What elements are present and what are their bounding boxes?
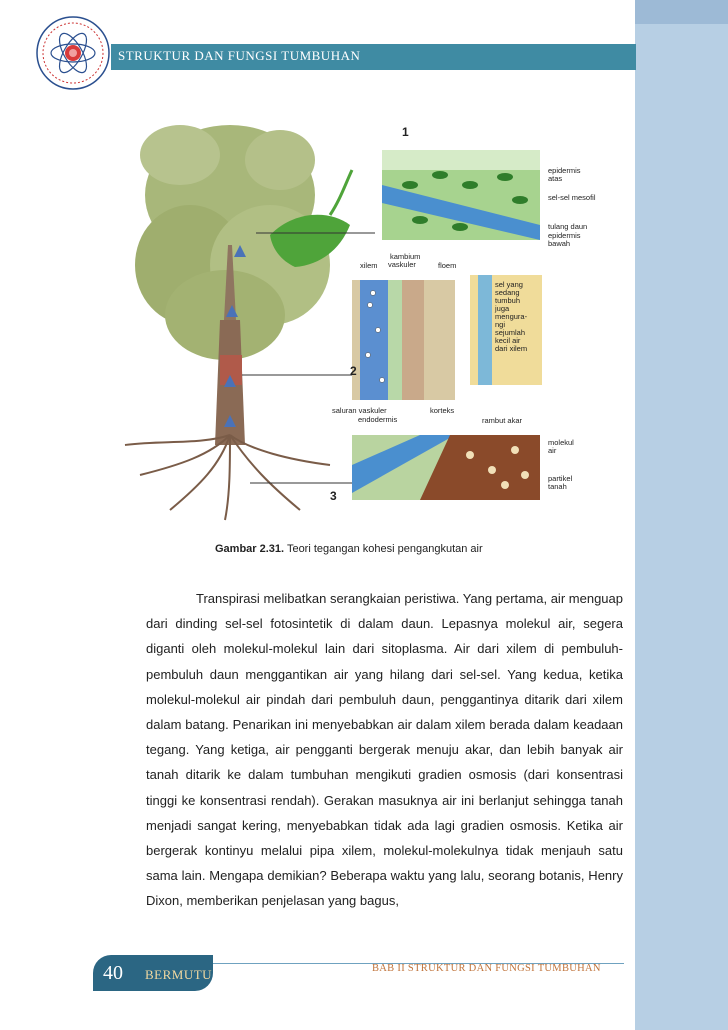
label-sel-5: mengura- (495, 312, 528, 321)
tree-roots (125, 435, 330, 520)
label-kambium-1: kambium (390, 252, 421, 261)
label-molekul-1: molekul (548, 438, 574, 447)
label-sel-3: tumbuh (495, 296, 521, 305)
book-label: BERMUTU (145, 967, 213, 982)
xylem-transport-figure (120, 115, 600, 525)
side-strip-top (635, 0, 728, 24)
panel-leaf-section (382, 125, 540, 240)
label-epidermis-atas-2: atas (548, 174, 563, 183)
label-epidermis-bawah-2: bawah (548, 239, 571, 248)
header-title: STRUKTUR DAN FUNGSI TUMBUHAN (118, 48, 361, 63)
panel-root-section (330, 435, 540, 503)
label-sel-1: sel yang (495, 280, 523, 289)
body-paragraph: Transpirasi melibatkan serangkaian peristiwa. Yang pertama, air menguap dari dinding sel-sel fotosintetik di dalam daun. Lepasnya molekul air, segera diganti oleh molekul-molekul lain dari sitoplasma. Air dari xilem di pembuluh-pembuluh daun menggantikan air yang hilang dari sel-sel. Yang kedua, ketika molekul-molekul air pindah dari pembuluh daun, penggantinya ditarik dari xilem dalam batang. Penarikan ini menyebabkan air dalam xilem berada dalam keadaan tegang. Yang ketiga, air pengganti bergerak menuju akar, dan lebih banyak air tanah ditarik ke dalam tumbuhan mengikuti gradien osmosis (dari konsentrasi tinggi ke konsentrasi rendah). Gerakan masuknya air ini berlanjut sehingga tanah menjadi sangat kering, menyebabkan tidak ada lagi gradien osmosis. Ketika air bergerak kontinyu melalui pipa xilem, molekul-molekulnya tidak menjauh satu sama lain. Mengapa demikian? Beberapa waktu yang lalu, seorang botanis, Henry Dixon, memberikan penjelasan yang bagus, (146, 591, 623, 909)
label-sel-8: kecil air (495, 336, 521, 345)
side-strip (635, 0, 728, 1030)
label-sel-7: sejumlah (495, 328, 526, 337)
label-rambut-akar: rambut akar (482, 416, 523, 425)
label-korteks: korteks (430, 406, 455, 415)
panel-number-1: 1 (402, 125, 409, 139)
label-xilem: xilem (360, 261, 378, 270)
label-sel-9: dari xilem (495, 344, 528, 353)
caption-text: Teori tegangan kohesi pengangkutan air (284, 543, 483, 555)
label-endodermis: endodermis (358, 415, 398, 424)
label-sel-6: ngi (495, 320, 506, 329)
label-partikel-1: partikel (548, 474, 573, 483)
page-number: 40 (103, 962, 123, 984)
body-text (146, 586, 623, 914)
label-floem: floem (438, 261, 457, 270)
panel-number-2: 2 (350, 364, 357, 378)
label-saluran-vaskuler: saluran vaskuler (332, 406, 387, 415)
panel-number-3: 3 (330, 489, 337, 503)
label-molekul-2: air (548, 446, 557, 455)
chapter-label: BAB II STRUKTUR DAN FUNGSI TUMBUHAN (372, 963, 601, 974)
label-kambium-2: vaskuler (388, 260, 416, 269)
label-sel-4: juga (495, 304, 510, 313)
institution-logo (34, 14, 112, 92)
label-partikel-2: tanah (548, 482, 567, 491)
figure-caption (215, 543, 483, 555)
label-epidermis-bawah-1: epidermis (548, 231, 581, 240)
label-epidermis-atas-1: epidermis (548, 166, 581, 175)
label-tulang-daun: tulang daun (548, 222, 588, 231)
label-sel-mesofil: sel-sel mesofil (548, 193, 596, 202)
label-sel-2: sedang (495, 288, 520, 297)
caption-label: Gambar 2.31. (215, 543, 285, 555)
